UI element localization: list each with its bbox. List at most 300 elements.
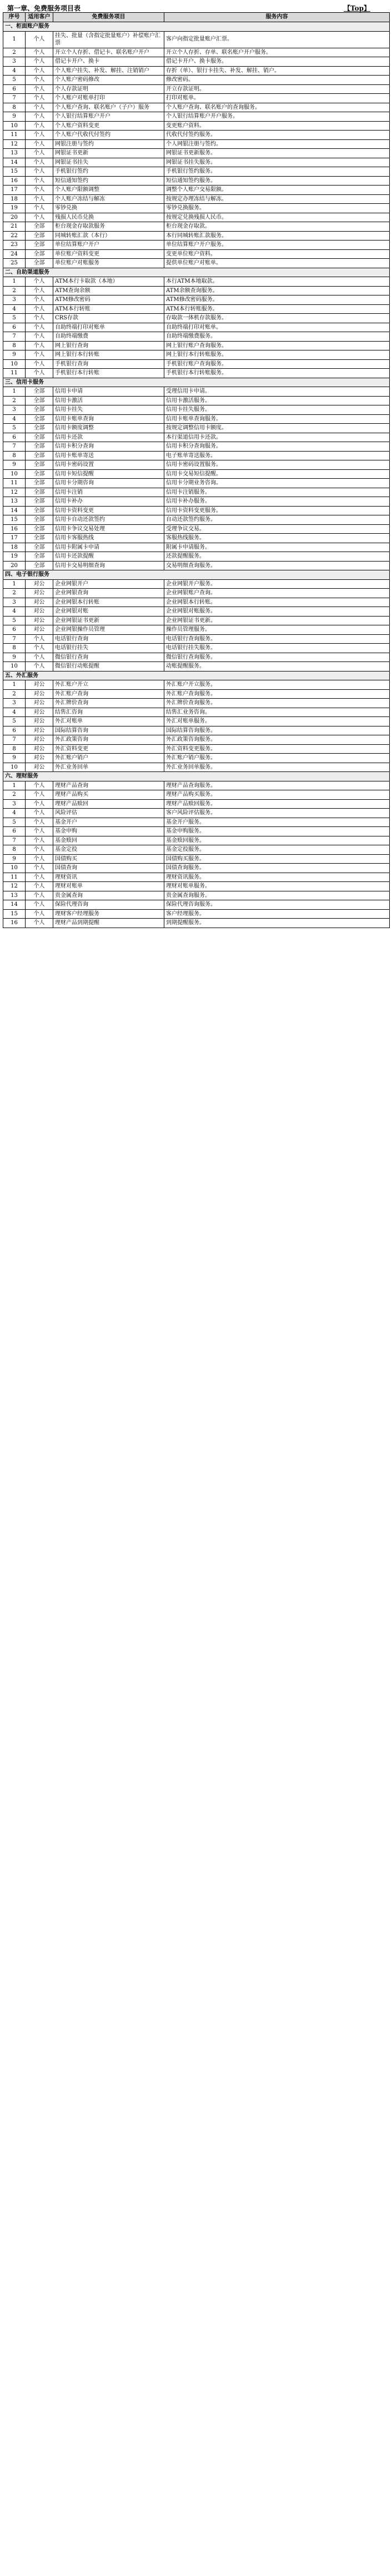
row-content: 信用卡交易短信提醒。	[164, 469, 390, 479]
table-row	[3, 827, 390, 836]
row-content: 手机银行签约服务。	[164, 167, 390, 177]
table-row	[3, 809, 390, 818]
row-customer: 对公	[26, 625, 53, 635]
row-service: 网银注册与签约	[53, 139, 164, 149]
row-content: 理财产品赎回服务。	[164, 799, 390, 809]
fee-table	[3, 12, 390, 928]
section-title: 二、自助渠道服务	[3, 268, 390, 277]
row-content: 外汇账户查询服务。	[164, 689, 390, 699]
row-customer: 个人	[26, 194, 53, 204]
row-content: 基金开户服务。	[164, 818, 390, 827]
row-content: 网银证书挂失服务。	[164, 158, 390, 167]
row-number: 12	[3, 488, 26, 497]
row-content: 调整个人账户交易限额。	[164, 186, 390, 195]
row-customer: 全部	[26, 424, 53, 433]
row-customer: 个人	[26, 845, 53, 855]
table-row	[3, 699, 390, 708]
row-service: 单位账户对账服务	[53, 259, 164, 268]
table-row	[3, 359, 390, 369]
row-content: 外汇业务回单服务。	[164, 763, 390, 772]
row-number: 6	[3, 726, 26, 735]
row-service: 自助终端打印对账单	[53, 323, 164, 332]
row-customer: 个人	[26, 634, 53, 644]
row-content: 开立存款证明。	[164, 84, 390, 94]
row-customer: 全部	[26, 442, 53, 452]
row-number: 10	[3, 662, 26, 671]
row-customer: 个人	[26, 799, 53, 809]
row-number: 17	[3, 186, 26, 195]
row-content: 外汇资料变更服务。	[164, 744, 390, 754]
row-service: 理财客户经理服务	[53, 909, 164, 919]
row-customer: 个人	[26, 121, 53, 131]
row-content: 本行ATM本地取款。	[164, 277, 390, 287]
row-number: 3	[3, 699, 26, 708]
table-row	[3, 625, 390, 635]
row-customer: 全部	[26, 451, 53, 460]
row-customer: 个人	[26, 359, 53, 369]
header-customer: 适用客户	[26, 13, 53, 22]
table-row	[3, 94, 390, 103]
table-row	[3, 497, 390, 507]
row-customer: 全部	[26, 405, 53, 415]
row-number: 8	[3, 341, 26, 350]
row-customer: 全部	[26, 524, 53, 534]
row-customer: 对公	[26, 689, 53, 699]
row-number: 5	[3, 717, 26, 726]
row-number: 1	[3, 31, 26, 48]
row-content: ATM余额查询服务。	[164, 286, 390, 295]
row-content: 信用卡补办服务。	[164, 497, 390, 507]
row-number: 14	[3, 158, 26, 167]
row-service: 信用卡还款	[53, 433, 164, 442]
row-customer: 全部	[26, 396, 53, 405]
table-row	[3, 882, 390, 891]
row-content: 基金申购服务。	[164, 827, 390, 836]
row-content: 交易明细查询服务。	[164, 561, 390, 570]
row-service: 电话银行查询	[53, 634, 164, 644]
row-content: 到期提醒服务。	[164, 919, 390, 928]
row-service: 手机银行本行转账	[53, 369, 164, 378]
row-content: 外汇对账单服务。	[164, 717, 390, 726]
table-row	[3, 781, 390, 790]
row-service: 信用卡账单寄送	[53, 451, 164, 460]
table-row	[3, 396, 390, 405]
row-service: 保险代理咨询	[53, 900, 164, 910]
row-content: 变更账户资料。	[164, 121, 390, 131]
row-service: 手机银行查询	[53, 359, 164, 369]
row-content: 个人网银注册与签约。	[164, 139, 390, 149]
row-customer: 个人	[26, 369, 53, 378]
row-customer: 对公	[26, 680, 53, 690]
row-content: 国债购买服务。	[164, 854, 390, 864]
row-service: 贵金属查询	[53, 891, 164, 900]
row-content: 贵金属查询服务。	[164, 891, 390, 900]
row-service: 理财对账单	[53, 882, 164, 891]
row-number: 1	[3, 579, 26, 589]
row-number: 3	[3, 405, 26, 415]
table-row	[3, 799, 390, 809]
row-number: 4	[3, 809, 26, 818]
row-customer: 个人	[26, 827, 53, 836]
table-row	[3, 341, 390, 350]
row-content: 信用卡资料变更服务。	[164, 506, 390, 515]
row-number: 9	[3, 112, 26, 122]
row-service: 基金开户	[53, 818, 164, 827]
table-row	[3, 790, 390, 800]
row-customer: 全部	[26, 497, 53, 507]
row-customer: 对公	[26, 579, 53, 589]
row-customer: 个人	[26, 836, 53, 845]
row-number: 10	[3, 763, 26, 772]
row-number: 5	[3, 76, 26, 85]
row-customer: 个人	[26, 864, 53, 873]
row-number: 7	[3, 94, 26, 103]
row-service: 信用卡资料变更	[53, 506, 164, 515]
row-service: 外汇账户销户	[53, 754, 164, 763]
row-number: 25	[3, 259, 26, 268]
row-number: 11	[3, 873, 26, 882]
row-service: 国际结算咨询	[53, 726, 164, 735]
row-customer: 个人	[26, 781, 53, 790]
row-customer: 对公	[26, 717, 53, 726]
row-number: 13	[3, 149, 26, 158]
row-number: 7	[3, 836, 26, 845]
table-row	[3, 442, 390, 452]
row-number: 19	[3, 552, 26, 562]
row-number: 1	[3, 680, 26, 690]
table-row	[3, 735, 390, 745]
table-row	[3, 818, 390, 827]
row-content: 网银证书更新服务。	[164, 149, 390, 158]
row-service: 外汇资料变更	[53, 744, 164, 754]
section-title: 一、柜面账户服务	[3, 22, 390, 32]
table-row	[3, 854, 390, 864]
row-number: 18	[3, 194, 26, 204]
row-content: 理财产品购买服务。	[164, 790, 390, 800]
row-customer: 个人	[26, 186, 53, 195]
row-number: 16	[3, 524, 26, 534]
row-number: 9	[3, 854, 26, 864]
row-customer: 全部	[26, 534, 53, 543]
row-content: 信用卡挂失服务。	[164, 405, 390, 415]
row-number: 6	[3, 433, 26, 442]
row-content: 受理争议交易。	[164, 524, 390, 534]
row-content: 电话银行查询服务。	[164, 634, 390, 644]
table-row	[3, 314, 390, 323]
row-content: 个人账户查询、联名账户的查询服务。	[164, 103, 390, 112]
row-service: 理财产品查询	[53, 781, 164, 790]
row-content: 存折（单）、银行卡挂失、补发、解挂、销户。	[164, 66, 390, 76]
row-service: 个人账户限额调整	[53, 186, 164, 195]
row-service: 网上银行本行转账	[53, 350, 164, 360]
row-number: 15	[3, 167, 26, 177]
row-customer: 对公	[26, 616, 53, 625]
row-number: 22	[3, 231, 26, 240]
table-row	[3, 488, 390, 497]
row-content: 个人银行结算账户开户服务。	[164, 112, 390, 122]
row-content: 信用卡注销服务。	[164, 488, 390, 497]
row-content: 受理信用卡申请。	[164, 387, 390, 397]
row-content: 信用卡激活服务。	[164, 396, 390, 405]
row-customer: 个人	[26, 653, 53, 662]
row-customer: 全部	[26, 387, 53, 397]
row-content: 外汇账户开立服务。	[164, 680, 390, 690]
row-content: 信用卡积分查询服务。	[164, 442, 390, 452]
row-customer: 个人	[26, 66, 53, 76]
row-number: 6	[3, 84, 26, 94]
table-row	[3, 744, 390, 754]
row-customer: 个人	[26, 31, 53, 48]
row-customer: 个人	[26, 167, 53, 177]
table-row	[3, 919, 390, 928]
row-number: 4	[3, 414, 26, 424]
table-row	[3, 900, 390, 910]
row-content: 理财资讯服务。	[164, 873, 390, 882]
row-customer: 个人	[26, 304, 53, 314]
section-title: 六、理财服务	[3, 772, 390, 781]
row-number: 4	[3, 708, 26, 717]
row-service: 信用卡自动还款签约	[53, 515, 164, 525]
row-number: 20	[3, 561, 26, 570]
table-body	[3, 22, 390, 928]
row-customer: 个人	[26, 295, 53, 305]
row-service: 单位结算账户开户	[53, 240, 164, 250]
section-title: 四、电子银行服务	[3, 570, 390, 580]
row-service: 信用卡附属卡申请	[53, 543, 164, 552]
row-content: 电子账单寄送服务。	[164, 451, 390, 460]
row-customer: 个人	[26, 332, 53, 342]
table-row	[3, 112, 390, 122]
row-service: 残损人民币兑换	[53, 213, 164, 222]
row-number: 24	[3, 249, 26, 259]
row-content: 变更单位账户资料。	[164, 249, 390, 259]
row-content: 电话银行挂失服务。	[164, 644, 390, 653]
row-service: 理财资讯	[53, 873, 164, 882]
row-customer: 个人	[26, 341, 53, 350]
row-customer: 个人	[26, 131, 53, 140]
row-number: 6	[3, 827, 26, 836]
row-service: 网上银行查询	[53, 341, 164, 350]
row-content: 打印对账单。	[164, 94, 390, 103]
table-row	[3, 31, 390, 48]
table-row	[3, 479, 390, 488]
row-service: 信用卡短信提醒	[53, 469, 164, 479]
row-customer: 个人	[26, 873, 53, 882]
table-row	[3, 424, 390, 433]
row-customer: 个人	[26, 103, 53, 112]
row-number: 3	[3, 598, 26, 607]
table-row	[3, 103, 390, 112]
table-row	[3, 689, 390, 699]
row-content: 保险代理咨询服务。	[164, 900, 390, 910]
row-service: 基金定投	[53, 845, 164, 855]
row-service: 网银证书更新	[53, 149, 164, 158]
row-number: 3	[3, 295, 26, 305]
row-customer: 个人	[26, 818, 53, 827]
row-number: 7	[3, 634, 26, 644]
row-customer: 个人	[26, 854, 53, 864]
row-customer: 全部	[26, 231, 53, 240]
table-row	[3, 763, 390, 772]
table-row	[3, 607, 390, 617]
row-content: 外汇政策咨询服务。	[164, 735, 390, 745]
row-number: 1	[3, 277, 26, 287]
row-customer: 个人	[26, 213, 53, 222]
row-number: 5	[3, 424, 26, 433]
row-number: 10	[3, 864, 26, 873]
row-content: 国际结算咨询服务。	[164, 726, 390, 735]
row-content: 开立个人存折、存单、联名账户开户服务。	[164, 48, 390, 57]
row-number: 2	[3, 48, 26, 57]
row-content: 自助终端打印对账单。	[164, 323, 390, 332]
row-customer: 个人	[26, 76, 53, 85]
row-content: 借记卡开户、换卡服务。	[164, 57, 390, 67]
row-number: 16	[3, 919, 26, 928]
row-content: 理财产品查询服务。	[164, 781, 390, 790]
table-row	[3, 387, 390, 397]
row-number: 10	[3, 121, 26, 131]
row-content: 按规定办理冻结与解冻。	[164, 194, 390, 204]
row-number: 4	[3, 66, 26, 76]
row-service: ATM本行卡取款（本地）	[53, 277, 164, 287]
row-service: 电话银行挂失	[53, 644, 164, 653]
row-service: 信用卡积分查询	[53, 442, 164, 452]
row-customer: 全部	[26, 240, 53, 250]
table-row	[3, 213, 390, 222]
row-content: 动账提醒服务。	[164, 662, 390, 671]
row-content: 企业网银对账服务。	[164, 607, 390, 617]
row-customer: 对公	[26, 744, 53, 754]
row-number: 10	[3, 359, 26, 369]
row-number: 12	[3, 882, 26, 891]
table-row	[3, 158, 390, 167]
row-content: 客户向指定批量账户汇票。	[164, 31, 390, 48]
row-service: 外汇账户开立	[53, 680, 164, 690]
row-number: 7	[3, 442, 26, 452]
row-service: CRS存款	[53, 314, 164, 323]
row-number: 2	[3, 689, 26, 699]
row-customer: 对公	[26, 754, 53, 763]
row-customer: 全部	[26, 249, 53, 259]
row-service: 个人账户密码修改	[53, 76, 164, 85]
row-number: 11	[3, 479, 26, 488]
header-service: 免费服务项目	[53, 13, 164, 22]
row-number: 13	[3, 497, 26, 507]
row-content: 基金定投服务。	[164, 845, 390, 855]
row-customer: 个人	[26, 790, 53, 800]
row-number: 23	[3, 240, 26, 250]
row-number: 3	[3, 57, 26, 67]
row-service: ATM修改密码	[53, 295, 164, 305]
row-number: 21	[3, 222, 26, 232]
row-number: 14	[3, 900, 26, 910]
table-row	[3, 249, 390, 259]
row-service: 挂失、批量（含指定批量账户）补偿账户汇票	[53, 31, 164, 48]
table-row	[3, 634, 390, 644]
table-row	[3, 469, 390, 479]
row-content: 外汇牌价查询服务。	[164, 699, 390, 708]
row-number: 9	[3, 350, 26, 360]
row-service: 微信银行查询	[53, 653, 164, 662]
row-customer: 全部	[26, 433, 53, 442]
row-content: 基金赎回服务。	[164, 836, 390, 845]
row-service: 信用卡额度调整	[53, 424, 164, 433]
table-row	[3, 845, 390, 855]
table-row	[3, 864, 390, 873]
row-customer: 个人	[26, 149, 53, 158]
row-number: 7	[3, 332, 26, 342]
table-row	[3, 754, 390, 763]
row-customer: 对公	[26, 589, 53, 598]
row-customer: 个人	[26, 891, 53, 900]
row-customer: 全部	[26, 469, 53, 479]
row-service: 企业网银本行转账	[53, 598, 164, 607]
table-row	[3, 323, 390, 332]
row-content: 单位结算账户开户服务。	[164, 240, 390, 250]
row-service: 个人账户资料变更	[53, 121, 164, 131]
table-row	[3, 149, 390, 158]
row-number: 8	[3, 744, 26, 754]
row-service: 外汇对账单	[53, 717, 164, 726]
row-content: 按规定兑换残损人民币。	[164, 213, 390, 222]
row-customer: 个人	[26, 900, 53, 910]
table-row	[3, 57, 390, 67]
section-row	[3, 671, 390, 680]
table-row	[3, 891, 390, 900]
row-content: 手机银行本行转账服务。	[164, 369, 390, 378]
table-row	[3, 543, 390, 552]
table-row	[3, 873, 390, 882]
row-number: 4	[3, 607, 26, 617]
table-row	[3, 909, 390, 919]
row-content: 按规定调整信用卡额度。	[164, 424, 390, 433]
header-content: 服务内容	[164, 13, 390, 22]
row-customer: 个人	[26, 809, 53, 818]
row-customer: 个人	[26, 882, 53, 891]
row-content: 短信通知签约服务。	[164, 176, 390, 186]
row-service: 外汇账户查询	[53, 689, 164, 699]
row-service: 信用卡补办	[53, 497, 164, 507]
table-row	[3, 414, 390, 424]
row-service: 信用卡争议交易处理	[53, 524, 164, 534]
row-number: 8	[3, 451, 26, 460]
row-number: 12	[3, 139, 26, 149]
row-customer: 个人	[26, 84, 53, 94]
row-service: 个人账户冻结与解冻	[53, 194, 164, 204]
row-customer: 个人	[26, 158, 53, 167]
row-number: 4	[3, 304, 26, 314]
row-content: 自动还款签约服务。	[164, 515, 390, 525]
table-header-row	[3, 13, 390, 22]
row-content: 外汇账户销户服务。	[164, 754, 390, 763]
row-number: 2	[3, 790, 26, 800]
row-service: 国债购买	[53, 854, 164, 864]
row-number: 9	[3, 460, 26, 470]
row-content: 客服热线服务。	[164, 534, 390, 543]
row-content: 企业网银账户查询。	[164, 589, 390, 598]
top-link[interactable]: 【Top】	[344, 4, 370, 12]
row-service: 企业网银操作员管理	[53, 625, 164, 635]
row-content: 零钞兑换服务。	[164, 204, 390, 213]
row-service: 国债查询	[53, 864, 164, 873]
row-service: 手机银行签约	[53, 167, 164, 177]
row-content: ATM修改密码服务。	[164, 295, 390, 305]
row-service: 信用卡密码设置	[53, 460, 164, 470]
row-service: 柜台现金存取款服务	[53, 222, 164, 232]
table-row	[3, 616, 390, 625]
row-number: 5	[3, 818, 26, 827]
row-service: 企业网银证书更新	[53, 616, 164, 625]
